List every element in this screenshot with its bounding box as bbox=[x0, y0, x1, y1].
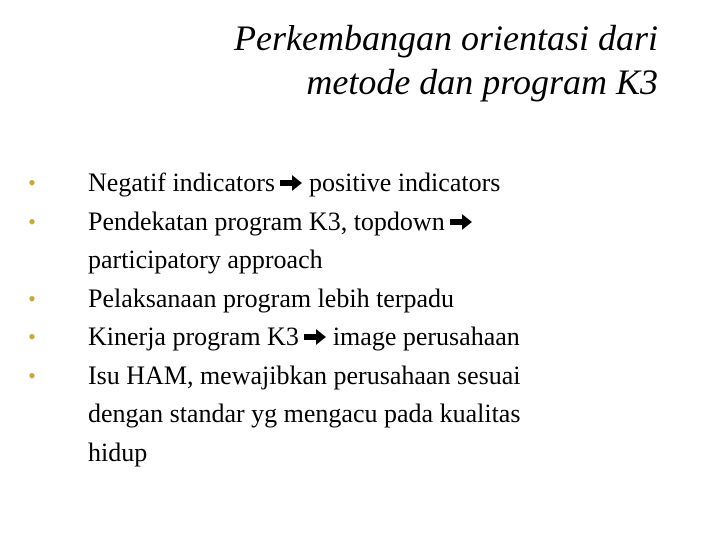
bullet-text-start: Kinerja program K3 bbox=[88, 322, 299, 351]
bullet-dot-icon: • bbox=[28, 285, 36, 311]
bullet-text: Pelaksanaan program lebih terpadu bbox=[88, 283, 455, 313]
slide-title-line-1: Perkembangan orientasi dari bbox=[234, 18, 658, 58]
bullet-dot-icon: • bbox=[28, 208, 36, 234]
bullet-item bbox=[22, 164, 662, 203]
bullet-list bbox=[22, 164, 662, 472]
right-arrow-icon bbox=[449, 212, 473, 232]
bullet-item bbox=[22, 203, 662, 280]
right-arrow-icon bbox=[303, 327, 327, 347]
slide-title-line-2: metode dan program K3 bbox=[306, 62, 658, 102]
bullet-item bbox=[22, 280, 662, 319]
bullet-text-continued: dengan standar yg mengacu pada kualitas bbox=[88, 399, 521, 428]
bullet-text: Isu HAM, mewajibkan perusahaan sesuai bbox=[88, 360, 521, 390]
slide-title bbox=[58, 16, 658, 104]
bullet-dot-icon: • bbox=[28, 170, 36, 195]
bullet-text-start: Negatif indicators bbox=[88, 168, 275, 197]
bullet-dot-icon: • bbox=[28, 324, 36, 349]
bullet-text-continued: participatory approach bbox=[88, 245, 323, 274]
bullet-item bbox=[22, 357, 662, 473]
bullet-dot-icon: • bbox=[28, 362, 36, 388]
right-arrow-icon bbox=[279, 173, 303, 193]
bullet-text-start: Pendekatan program K3, topdown bbox=[88, 206, 445, 236]
bullet-text-end: image perusahaan bbox=[332, 322, 520, 351]
bullet-item bbox=[22, 318, 662, 357]
bullet-text-continued: hidup bbox=[88, 437, 148, 467]
bullet-text-end: positive indicators bbox=[309, 168, 501, 197]
